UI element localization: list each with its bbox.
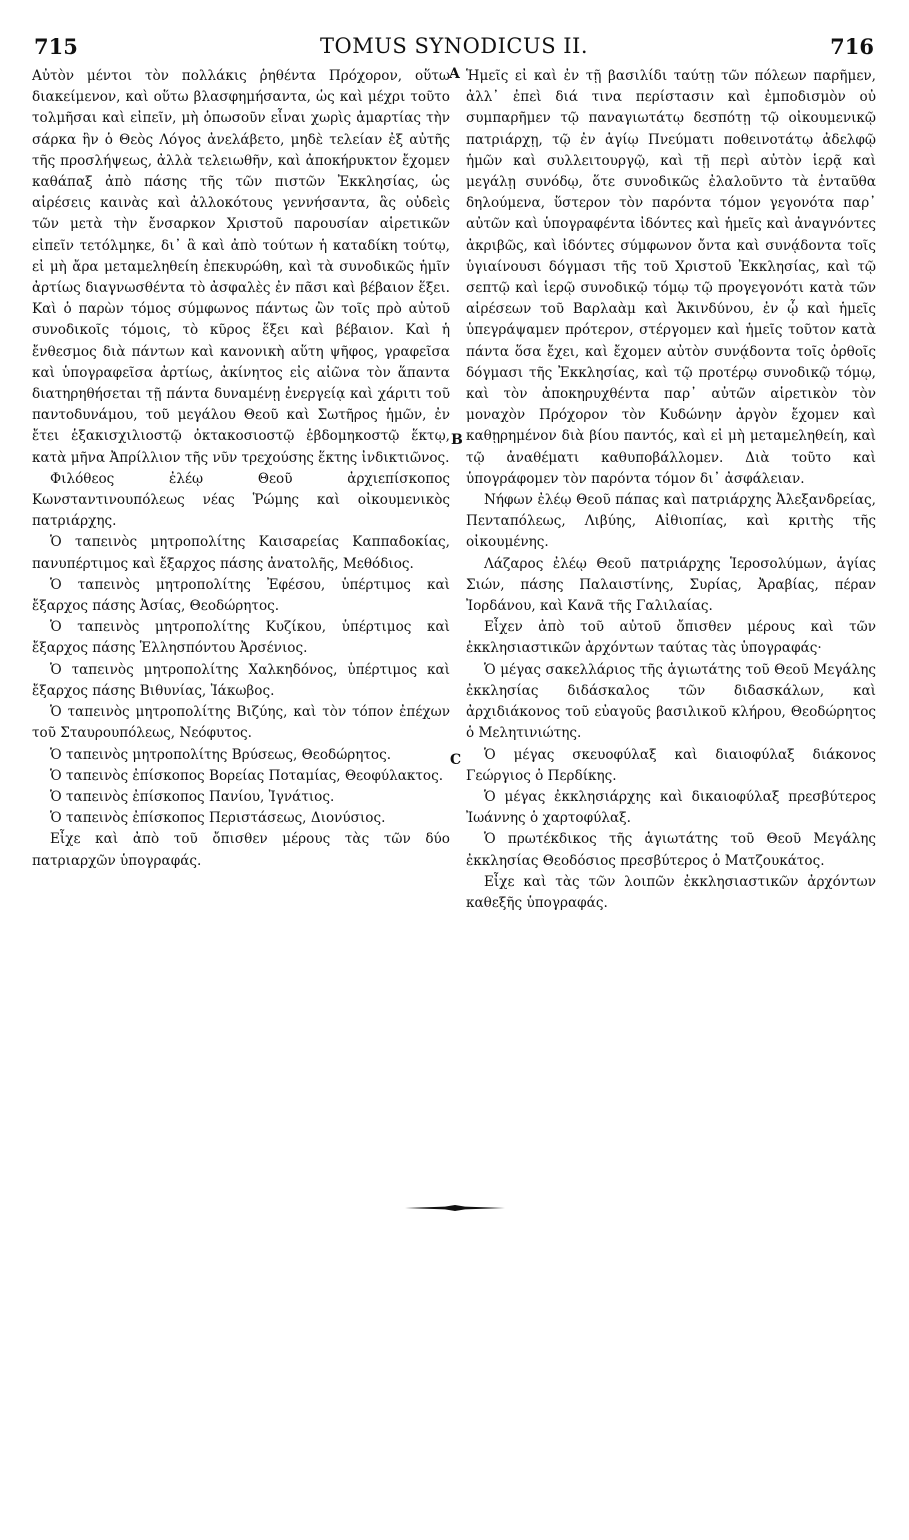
signature: Ὁ μέγας σακελλάριος τῆς ἁγιωτάτης τοῦ Θεοῦ Μεγάλης ἐκκλησίας διδάσκαλος τῶν διδασκάλων, καὶ ἀρχιδιάκονος τοῦ εὐαγοῦς βασιλικοῦ κλήρου, Θεοδώρητος ὁ Μελητινιώτης. (466, 661, 876, 742)
signature: Φιλόθεος ἐλέῳ Θεοῦ ἀρχιεπίσκοπος Κωνσταντινουπόλεως νέας Ῥώμης καὶ οἰκουμενικὸς πατριάρχης. (32, 470, 450, 530)
page-number-right: 716 (830, 34, 874, 59)
end-ornament (405, 1204, 505, 1212)
left-column (32, 66, 450, 872)
page-number-left: 715 (34, 34, 78, 59)
paragraph: Αὐτὸν μέντοι τὸν πολλάκις ῥηθέντα Πρόχορον, οὕτω διακείμενον, καὶ οὕτω βλασφημήσαντα, ὡς καὶ μέχρι τοῦτο τολμῆσαι καὶ εἰπεῖν, μὴ ὁπωσοῦν εἶναι χωρὶς ἁμαρτίας τὴν σάρκα ἣν ὁ Θεὸς Λόγος ἀνελάβετο, μηδὲ τελείαν ἐξ αὐτῆς τῆς προσλήψεως, ἀλλὰ τελειωθῆν, καὶ ἀποκήρυκτον ἔχομεν καθάπαξ ἀπὸ πάσης τῆς τῶν πιστῶν Ἐκκλησίας, ὡς αἱρέσεις καινὰς καὶ ἀλλοκότους γεννήσαντα, ἃς οὐδεὶς τῶν μετὰ τὴν ἔνσαρκον Χριστοῦ παρουσίαν αἱρετικῶν εἰπεῖν τετόλμηκε, δι᾽ ἃ καὶ ἀπὸ τούτων ἡ καταδίκη τούτῳ, εἰ μὴ ἄρα μεταμεληθείη ἐπεκυρώθη, καὶ τὰ συνοδικῶς ἡμῖν ἀρτίως διαγνωσθέντα τὸ ἀσφαλὲς ἐν πᾶσι καὶ βέβαιον ἕξει. Καὶ ὁ παρὼν τόμος σύμφωνος πάντως ὢν τοῖς πρὸ αὐτοῦ συνοδικοῖς τόμοις, τὸ κῦρος ἕξει καὶ βέβαιον. Καὶ ἡ ἔνθεσμος διὰ πάντων καὶ κανονικὴ αὕτη ψῆφος, γραφεῖσα καὶ ὑπογραφεῖσα ἀρτίως, ἀκίνητος εἰς αἰῶνα τὸν ἅπαντα διατηρηθήσεται τῇ πάντα δυναμένῃ ἐνεργείᾳ καὶ χάριτι τοῦ παντοδυνάμου, τοῦ μεγάλου Θεοῦ καὶ Σωτῆρος ἡμῶν, ἐν ἔτει ἑξακισχιλιοστῷ ὀκτακοσιοστῷ ἑβδομηκοστῷ ἕκτῳ, κατὰ μῆνα Ἀπρίλλιον τῆς νῦν τρεχούσης ἕκτης ἰνδικτιῶνος. (32, 68, 450, 466)
signature: Ὁ ταπεινὸς μητροπολίτης Καισαρείας Καππαδοκίας, πανυπέρτιμος καὶ ἔξαρχος πάσης ἀνατολῆς, Μεθόδιος. (32, 534, 450, 572)
signature: Ὁ ταπεινὸς ἐπίσκοπος Περιστάσεως, Διονύσιος. (50, 810, 386, 827)
running-title: TOMUS SYNODICUS II. (319, 34, 589, 58)
margin-marker-a: A (449, 66, 460, 82)
signature: Λάζαρος ἐλέῳ Θεοῦ πατριάρχης Ἱεροσολύμων, ἁγίας Σιών, πάσης Παλαιστίνης, Συρίας, Ἀραβίας, πέραν Ἰορδάνου, καὶ Κανᾶ τῆς Γαλιλαίας. (466, 555, 876, 615)
page-header (34, 34, 874, 64)
margin-marker-b: B (451, 432, 463, 448)
signature: Ὁ μέγας σκευοφύλαξ καὶ διαιοφύλαξ διάκονος Γεώργιος ὁ Περδίκης. (466, 746, 876, 784)
signature: Νήφων ἐλέῳ Θεοῦ πάπας καὶ πατριάρχης Ἀλεξανδρείας, Πενταπόλεως, Λιβύης, Αἰθιοπίας, καὶ κριτὴς τῆς οἰκουμένης. (466, 492, 876, 551)
signature: Ὁ ταπεινὸς μητροπολίτης Κυζίκου, ὑπέρτιμος καὶ ἔξαρχος πάσης Ἑλλησπόντου Ἀρσένιος. (32, 619, 450, 657)
signature: Ὁ ταπεινὸς μητροπολίτης Ἐφέσου, ὑπέρτιμος καὶ ἔξαρχος πάσης Ἀσίας, Θεοδώρητος. (32, 576, 450, 615)
signature: Ὁ ταπεινὸς μητροπολίτης Βιζύης, καὶ τὸν τόπον ἐπέχων τοῦ Σταυρουπόλεως, Νεόφυτος. (32, 704, 450, 742)
paragraph: Ἡμεῖς εἰ καὶ ἐν τῇ βασιλίδι ταύτῃ τῶν πόλεων παρῆμεν, ἀλλ᾽ ἐπεὶ διά τινα περίστασιν καὶ ἐμποδισμὸν οὐ συμπαρῆμεν τῷ παναγιωτάτῳ δεσπότῃ τῷ οἰκουμενικῷ πατριάρχῃ, τῷ ἐν ἁγίῳ Πνεύματι ποθεινοτάτῳ ἀδελφῷ ἡμῶν καὶ συλλειτουργῷ, καὶ τῇ περὶ αὐτὸν ἱερᾷ καὶ μεγάλῃ συνόδῳ, ὅτε συνοδικῶς ἐλαλοῦντο τὰ ἐνταῦθα δηλούμενα, ὕστερον τὸν παρόντα τόμον γεγονότα παρ᾽ αὐτῶν καὶ ὑπογραφέντα ἰδόντες καὶ ἡμεῖς καὶ ἀναγνόντες ἀκριβῶς, καὶ ἰδόντες σύμφωνον ὄντα καὶ συνᾴδοντα τοῖς ὑγιαίνουσι δόγμασι τῆς τοῦ Χριστοῦ Ἐκκλησίας, καὶ τῷ σεπτῷ καὶ ἱερῷ συνοδικῷ τόμῳ τῷ προγεγονότι κατὰ τῶν αἱρέσεων τοῦ Βαρλαὰμ καὶ Ἀκινδύνου, ἐν ᾧ καὶ ἡμεῖς ὑπεγράψαμεν πρότερον, στέργομεν καὶ ἡμεῖς τοῦτον κατὰ πάντα ὅσα ἔχει, καὶ ἔχομεν αὐτὸν συνᾴδοντα τοῖς ὀρθοῖς δόγμασι τῆς Ἐκκλησίας, καὶ τῷ προτέρῳ συνοδικῷ τόμῳ, καὶ τὸν ἀποκηρυχθέντα παρ᾽ αὐτῶν αἱρετικὸν τὸν μοναχὸν Πρόχορον τὸν Κυδώνην ἀργὸν ἔχομεν καὶ καθῃρημένον διὰ βίου παντός, καὶ εἰ μὴ μεταμεληθείη, καὶ τῷ ἀναθέματι καθυποβάλλομεν. Διὰ τοῦτο καὶ ὑπογράφομεν τὸν παρόντα τόμον δι᾽ ἀσφάλειαν. (466, 68, 876, 487)
margin-marker-c: C (450, 752, 462, 768)
paragraph: Εἶχεν ἀπὸ τοῦ αὐτοῦ ὄπισθεν μέρους καὶ τῶν ἐκκλησιαστικῶν ἀρχόντων ταύτας τὰς ὑπογραφάς· (466, 619, 876, 657)
paragraph: Εἶχε καὶ τὰς τῶν λοιπῶν ἐκκλησιαστικῶν ἀρχόντων καθεξῆς ὑπογραφάς. (466, 873, 876, 911)
signature: Ὁ μέγας ἐκκλησιάρχης καὶ δικαιοφύλαξ πρεσβύτερος Ἰωάννης ὁ χαρτοφύλαξ. (466, 788, 876, 827)
signature: Ὁ ταπεινὸς μητροπολίτης Χαλκηδόνος, ὑπέρτιμος καὶ ἔξαρχος πάσης Βιθυνίας, Ἰάκωβος. (32, 661, 450, 699)
signature: Ὁ ταπεινὸς ἐπίσκοπος Βορείας Ποταμίας, Θεοφύλακτος. (50, 767, 444, 784)
signature: Ὁ ταπεινὸς μητροπολίτης Βρύσεως, Θεοδώρητος. (50, 746, 392, 763)
signature: Ὁ πρωτέκδικος τῆς ἁγιωτάτης τοῦ Θεοῦ Μεγάλης ἐκκλησίας Θεοδόσιος πρεσβύτερος ὁ Ματζουκάτος. (466, 831, 876, 869)
paragraph: Εἶχε καὶ ἀπὸ τοῦ ὄπισθεν μέρους τὰς τῶν δύο πατριαρχῶν ὑπογραφάς. (32, 831, 450, 869)
signature: Ὁ ταπεινὸς ἐπίσκοπος Πανίου, Ἰγνάτιος. (50, 788, 335, 805)
right-column (466, 66, 876, 914)
